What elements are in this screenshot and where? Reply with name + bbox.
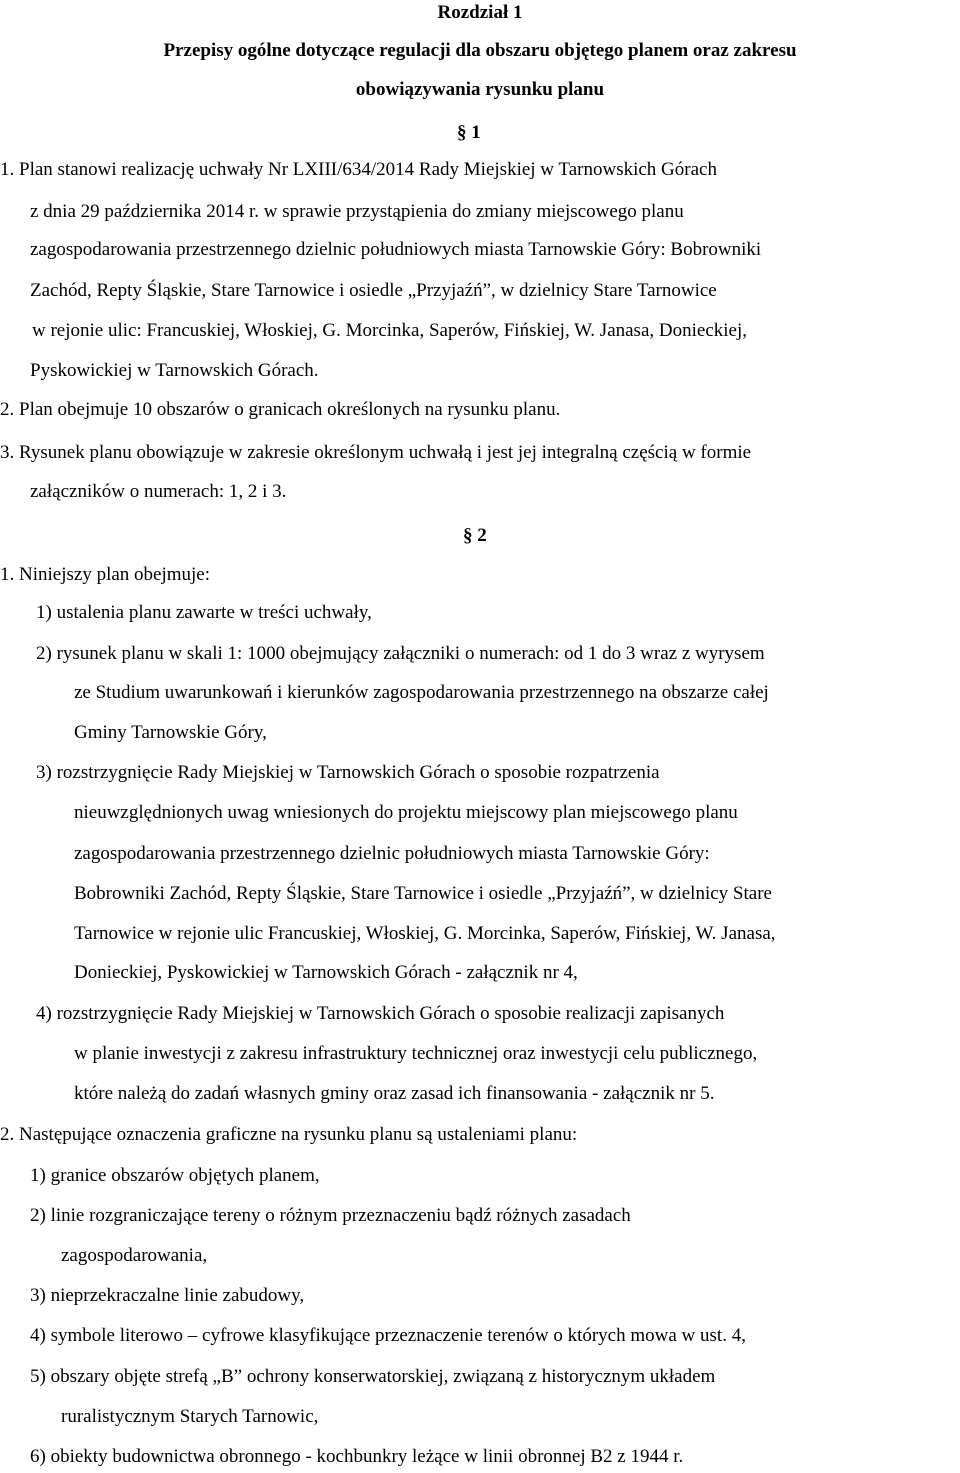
s2-line-14: które należą do zadań własnych gminy oraz zasad ich finansowania - załącznik nr 5.: [74, 1083, 715, 1104]
s2-line-17: 2) linie rozgraniczające tereny o różnym przeznaczeniu bądź różnych zasadach: [30, 1205, 631, 1226]
s2-line-18: zagospodarowania,: [61, 1245, 208, 1266]
s2-line-15: 2. Następujące oznaczenia graficzne na rysunku planu są ustaleniami planu:: [0, 1124, 578, 1145]
s2-line-19: 3) nieprzekraczalne linie zabudowy,: [30, 1285, 305, 1306]
s2-line-13: w planie inwestycji z zakresu infrastruktury technicznej oraz inwestycji celu publicznego,: [74, 1043, 758, 1064]
s1-line-3: zagospodarowania przestrzennego dzielnic południowych miasta Tarnowskie Góry: Bobrowniki: [30, 239, 762, 260]
chapter-subtitle-line-2: obowiązywania rysunku planu: [355, 79, 605, 100]
s1-line-7: 2. Plan obejmuje 10 obszarów o granicach określonych na rysunku planu.: [0, 399, 561, 420]
s2-line-23: 6) obiekty budownictwa obronnego - kochbunkry leżące w linii obronnej B2 z 1944 r.: [30, 1446, 684, 1467]
s1-line-2: z dnia 29 października 2014 r. w sprawie przystąpienia do zmiany miejscowego planu: [30, 201, 684, 222]
s1-line-8: 3. Rysunek planu obowiązuje w zakresie określonym uchwałą i jest jej integralną częścią w formie: [0, 442, 752, 463]
section-2-sign: § 2: [463, 525, 487, 546]
s2-line-9: Bobrowniki Zachód, Repty Śląskie, Stare Tarnowice i osiedle „Przyjaźń”, w dzielnicy Stare: [74, 883, 772, 904]
s2-line-8: zagospodarowania przestrzennego dzielnic południowych miasta Tarnowskie Góry:: [74, 843, 710, 864]
s2-line-10: Tarnowice w rejonie ulic Francuskiej, Włoskiej, G. Morcinka, Saperów, Fińskiej, W. Janasa,: [74, 923, 776, 944]
s2-line-2: 1) ustalenia planu zawarte w treści uchwały,: [36, 602, 372, 623]
s2-line-1: 1. Niniejszy plan obejmuje:: [0, 564, 211, 585]
s2-line-12: 4) rozstrzygnięcie Rady Miejskiej w Tarnowskich Górach o sposobie realizacji zapisanych: [36, 1003, 725, 1024]
s1-line-4: Zachód, Repty Śląskie, Stare Tarnowice i osiedle „Przyjaźń”, w dzielnicy Stare Tarnowice: [30, 280, 717, 301]
s1-line-5: w rejonie ulic: Francuskiej, Włoskiej, G. Morcinka, Saperów, Fińskiej, W. Janasa, Donieckiej,: [32, 320, 747, 341]
s2-line-16: 1) granice obszarów objętych planem,: [30, 1165, 320, 1186]
s2-line-4: ze Studium uwarunkowań i kierunków zagospodarowania przestrzennego na obszarze całej: [74, 682, 769, 703]
s2-line-5: Gminy Tarnowskie Góry,: [74, 722, 267, 743]
s2-line-6: 3) rozstrzygnięcie Rady Miejskiej w Tarnowskich Górach o sposobie rozpatrzenia: [36, 762, 660, 783]
chapter-subtitle-line-1: Przepisy ogólne dotyczące regulacji dla obszaru objętego planem oraz zakresu: [163, 40, 797, 61]
s2-line-3: 2) rysunek planu w skali 1: 1000 obejmujący załączniki o numerach: od 1 do 3 wraz z wyrysem: [36, 643, 765, 664]
section-1-sign: § 1: [457, 122, 481, 143]
chapter-title: Rozdział 1: [437, 2, 523, 23]
s1-line-9: załączników o numerach: 1, 2 i 3.: [30, 481, 287, 502]
s2-line-11: Donieckiej, Pyskowickiej w Tarnowskich Górach - załącznik nr 4,: [74, 962, 578, 983]
s2-line-21: 5) obszary objęte strefą „B” ochrony konserwatorskiej, związaną z historycznym układem: [30, 1366, 716, 1387]
s1-line-1: 1. Plan stanowi realizację uchwały Nr LXIII/634/2014 Rady Miejskiej w Tarnowskich Górach: [0, 159, 717, 180]
s2-line-7: nieuwzględnionych uwag wniesionych do projektu miejscowy plan miejscowego planu: [74, 802, 738, 823]
s2-line-20: 4) symbole literowo – cyfrowe klasyfikujące przeznaczenie terenów o których mowa w ust. 4,: [30, 1325, 746, 1346]
s2-line-22: ruralistycznym Starych Tarnowic,: [61, 1406, 319, 1427]
s1-line-6: Pyskowickiej w Tarnowskich Górach.: [30, 360, 319, 381]
